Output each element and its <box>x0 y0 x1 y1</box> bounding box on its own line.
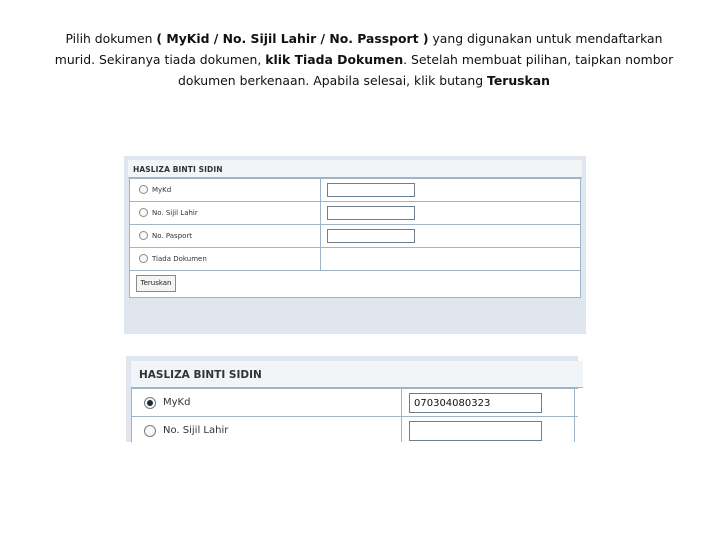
radio-pasport[interactable] <box>139 231 148 240</box>
column-divider <box>320 225 321 247</box>
column-divider <box>320 202 321 224</box>
document-options-table-zoomed <box>131 388 578 442</box>
option-row-sijil-lahir <box>130 202 580 225</box>
option-row-tiada-dokumen <box>130 248 580 271</box>
instr-teruskan: Teruskan <box>487 73 550 88</box>
option-row-mykid-zoomed <box>132 389 578 417</box>
form-title: HASLIZA BINTI SIDIN <box>128 160 582 178</box>
sijil-lahir-input[interactable] <box>327 206 415 220</box>
mykid-input[interactable] <box>327 183 415 197</box>
option-label-mykid-zoomed: MyKd <box>163 397 191 408</box>
column-divider <box>320 179 321 201</box>
radio-mykid[interactable] <box>139 185 148 194</box>
button-row <box>130 271 580 297</box>
form-title-zoomed: HASLIZA BINTI SIDIN <box>131 361 583 388</box>
instr-part-3: yang digunakan untuk mendaftarkan murid. Sekiranya tiada dokumen, <box>54 31 663 67</box>
instruction-text <box>52 28 676 91</box>
option-row-pasport <box>130 225 580 248</box>
pasport-input[interactable] <box>327 229 415 243</box>
instr-tiada-dokumen: klik Tiada Dokumen <box>265 52 404 67</box>
instr-part-5: . Setelah membuat pilihan, taipkan nombor dokumen berkenaan. Apabila selesai, klik butang <box>178 52 674 88</box>
radio-tiada-dokumen[interactable] <box>139 254 148 263</box>
column-divider-right <box>574 389 575 416</box>
document-options-table <box>129 178 581 298</box>
radio-mykid-selected[interactable] <box>144 397 156 409</box>
column-divider <box>320 248 321 270</box>
option-label-mykid: MyKd <box>152 186 172 194</box>
instr-part-1: Pilih dokumen <box>65 31 157 46</box>
option-row-sijil-lahir-zoomed <box>132 417 578 442</box>
sijil-lahir-input-zoomed[interactable] <box>409 421 542 441</box>
instr-doc-types: ( MyKid / No. Sijil Lahir / No. Passport ) <box>156 31 429 46</box>
radio-sijil-lahir-zoomed[interactable] <box>144 425 156 437</box>
column-divider <box>401 417 402 442</box>
column-divider <box>401 389 402 416</box>
document-form-zoomed <box>126 356 578 442</box>
option-row-mykid <box>130 179 580 202</box>
option-label-sijil-lahir: No. Sijil Lahir <box>152 209 198 217</box>
mykid-input-zoomed[interactable]: 070304080323 <box>409 393 542 413</box>
document-form-small <box>124 156 586 334</box>
option-label-tiada-dokumen: Tiada Dokumen <box>152 255 207 263</box>
column-divider-right <box>574 417 575 442</box>
option-label-sijil-lahir-zoomed: No. Sijil Lahir <box>163 425 229 436</box>
teruskan-button[interactable]: Teruskan <box>136 275 176 292</box>
option-label-pasport: No. Pasport <box>152 232 193 240</box>
radio-sijil-lahir[interactable] <box>139 208 148 217</box>
